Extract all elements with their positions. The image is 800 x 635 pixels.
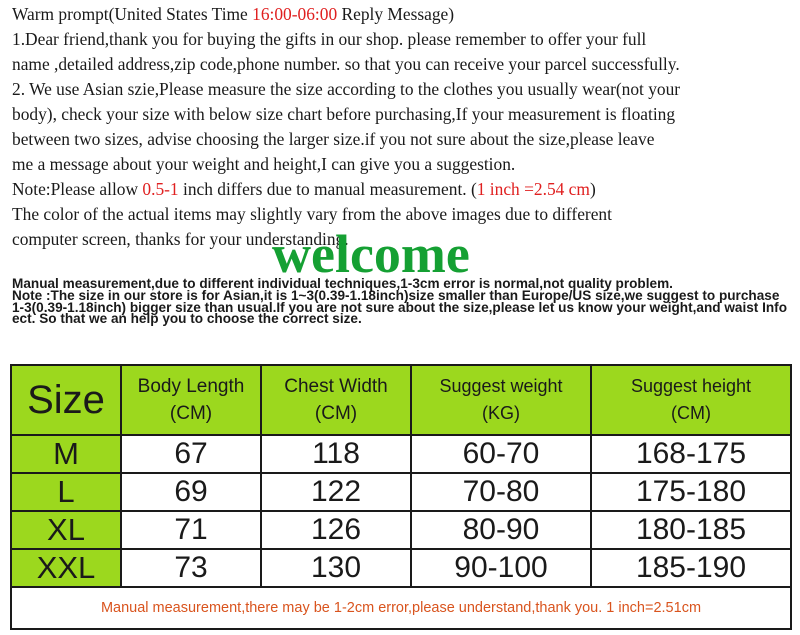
note-error: Manual measurement,due to different individual techniques,1-3cm error is normal,not quality problem. (12, 276, 673, 291)
footer-note: Manual measurement,there may be 1-2cm error,please understand,thank you. 1 inch=2.51cm (11, 587, 791, 629)
prompt-line-7: me a message about your weight and height,I can give you a suggestion. (12, 154, 516, 174)
length-cell: 67 (121, 435, 261, 473)
header-body-length-unit: (CM) (169, 403, 213, 424)
chest-cell: 130 (261, 549, 411, 587)
prompt-line-1-end: Reply Message) (337, 4, 455, 24)
height-cell: 180-185 (591, 511, 791, 549)
header-chest-width-unit: (CM) (314, 403, 358, 424)
inch-conversion: 1 inch =2.54 cm (476, 179, 590, 199)
height-cell: 175-180 (591, 473, 791, 511)
height-cell: 168-175 (591, 435, 791, 473)
size-chart-table (10, 364, 792, 630)
prompt-line-1 (12, 2, 792, 27)
header-size: Size (11, 365, 121, 435)
chest-cell: 126 (261, 511, 411, 549)
weight-cell: 60-70 (411, 435, 591, 473)
prompt-line-8-mid: inch differs due to manual measurement. ( (178, 179, 477, 199)
table-footer-row (11, 587, 791, 629)
weight-cell: 70-80 (411, 473, 591, 511)
prompt-line-6: between two sizes, advise choosing the larger size.if you not sure about the size,please leave (12, 129, 655, 149)
size-cell: XL (11, 511, 121, 549)
height-cell: 185-190 (591, 549, 791, 587)
chest-cell: 118 (261, 435, 411, 473)
size-cell: L (11, 473, 121, 511)
prompt-line-8 (12, 177, 792, 202)
prompt-line-8-text: Note:Please allow (12, 179, 143, 199)
length-cell: 73 (121, 549, 261, 587)
table-header-row (11, 365, 791, 435)
prompt-line-9: The color of the actual items may slightly vary from the above images due to different (12, 204, 612, 224)
header-suggest-height-unit: (CM) (671, 403, 711, 423)
length-cell: 71 (121, 511, 261, 549)
prompt-line-5: body), check your size with below size chart before purchasing,If your measurement is floating (12, 104, 676, 124)
header-chest-width (261, 365, 411, 435)
table-row (11, 549, 791, 587)
header-suggest-weight-unit: (KG) (482, 403, 520, 423)
header-suggest-height (591, 365, 791, 435)
header-chest-width-label: Chest Width (284, 376, 388, 397)
note-asian-size: Note :The size in our store is for Asian,it is 1~3(0.39-1.18inch)size smaller than Europe/US size,we suggest to purchase 1-3(0.39-1.18inch) bigger size than usual.If you are not sure about the size,please let us know your weight,and waist Info ect. So that we an help you to choose the correct size. (12, 287, 788, 327)
weight-cell: 90-100 (411, 549, 591, 587)
prompt-line-4: 2. We use Asian szie,Please measure the size according to the clothes you usually wear(not your (12, 79, 681, 99)
prompt-line-3: name ,detailed address,zip code,phone number. so that you can receive your parcel successfully. (12, 54, 680, 74)
header-suggest-height-label: Suggest height (630, 376, 752, 396)
reply-time-range: 16:00-06:00 (252, 4, 338, 24)
header-body-length-label: Body Length (137, 376, 245, 397)
size-cell: XXL (11, 549, 121, 587)
weight-cell: 80-90 (411, 511, 591, 549)
prompt-line-1-text: Warm prompt(United States Time (12, 4, 253, 24)
size-cell: M (11, 435, 121, 473)
header-suggest-weight (411, 365, 591, 435)
inch-tolerance: 0.5-1 (142, 179, 179, 199)
measurement-notes (12, 278, 792, 325)
header-suggest-weight-label: Suggest weight (439, 376, 563, 396)
table-row (11, 435, 791, 473)
table-row (11, 473, 791, 511)
warm-prompt (12, 2, 792, 252)
prompt-line-8-end: ) (589, 179, 596, 199)
length-cell: 69 (121, 473, 261, 511)
table-row (11, 511, 791, 549)
header-body-length (121, 365, 261, 435)
chest-cell: 122 (261, 473, 411, 511)
welcome-heading: welcome (272, 224, 470, 284)
prompt-line-2: 1.Dear friend,thank you for buying the gifts in our shop. please remember to offer your full (12, 29, 647, 49)
prompt-line-10: computer screen, thanks for your understanding. (12, 229, 349, 249)
